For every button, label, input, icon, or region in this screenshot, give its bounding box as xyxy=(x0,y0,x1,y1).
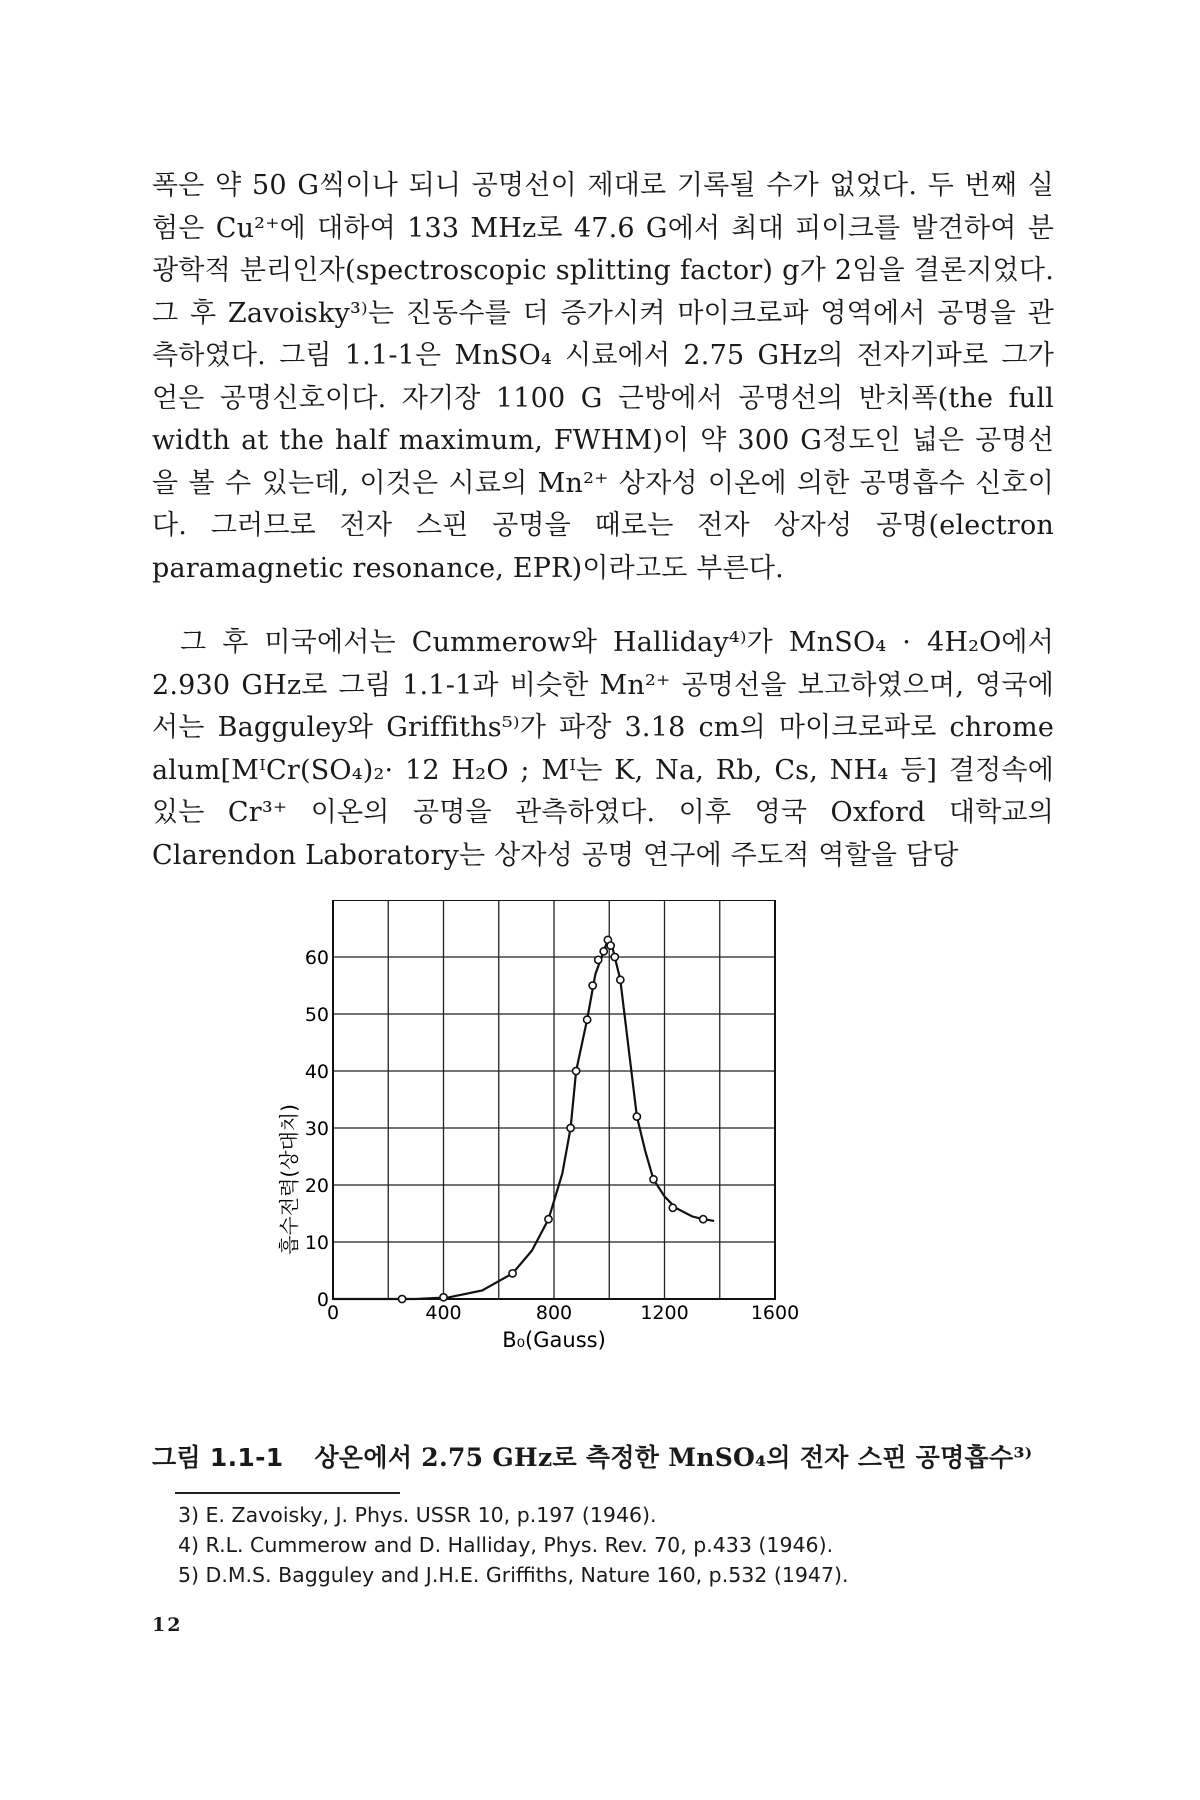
data-point xyxy=(545,1216,552,1223)
y-tick-labels xyxy=(305,947,329,1311)
data-point xyxy=(600,948,607,955)
y-tick-label: 20 xyxy=(304,1175,329,1197)
data-point xyxy=(567,1124,574,1131)
footnote-3: 3) E. Zavoisky, J. Phys. USSR 10, p.197 (1946). xyxy=(178,1503,657,1527)
footnote-divider xyxy=(175,1492,400,1494)
data-point xyxy=(589,982,596,989)
body-paragraph-1: 폭은 약 50 G씩이나 되니 공명선이 제대로 기록될 수가 없었다. 두 번째 실험은 Cu²⁺에 대하여 133 MHz로 47.6 G에서 최대 피이크를 발견하여 분광학적 분리인자(spectroscopic splitting factor) g가 2임을 결론지었다. 그 후 Zavoisky³⁾는 진동수를 더 증가시켜 마이크로파 영역에서 공명을 관측하였다. 그림 1.1-1은 MnSO₄ 시료에서 2.75 GHz의 전자기파로 그가 얻은 공명신호이다. 자기장 1100 G 근방에서 공명선의 반치폭(the full width at the half maximum, FWHM)이 약 300 G정도인 넓은 공명선을 볼 수 있는데, 이것은 시료의 Mn²⁺ 상자성 이온에 의한 공명흡수 신호이다. 그러므로 전자 스핀 공명을 때로는 전자 상자성 공명(electron paramagnetic resonance, EPR)이라고도 부른다. xyxy=(152,170,1054,584)
chart-grid xyxy=(333,900,775,1299)
x-tick-label: 1600 xyxy=(750,1302,800,1324)
x-tick-label: 1200 xyxy=(640,1302,689,1324)
y-tick-label: 50 xyxy=(304,1004,329,1026)
data-point xyxy=(573,1067,580,1074)
footnote-list xyxy=(178,1500,1058,1590)
data-point xyxy=(509,1270,516,1277)
y-tick-label: 10 xyxy=(304,1232,329,1254)
figure-caption-label: 그림 1.1-1 xyxy=(152,1443,284,1472)
x-tick-labels xyxy=(327,1302,799,1324)
data-point xyxy=(398,1295,405,1302)
data-point xyxy=(611,953,618,960)
x-tick-label: 0 xyxy=(326,1302,340,1324)
figure-caption-text: 상온에서 2.75 GHz로 측정한 MnSO₄의 전자 스핀 공명흡수³⁾ xyxy=(314,1443,1033,1472)
y-axis-label: 흡수전력(상대치) xyxy=(277,1104,301,1255)
y-tick-label: 60 xyxy=(304,947,329,969)
data-points xyxy=(398,936,706,1302)
body-paragraph-2: 그 후 미국에서는 Cummerow와 Halliday⁴⁾가 MnSO₄ · 4H₂O에서 2.930 GHz로 그림 1.1-1과 비슷한 Mn²⁺ 공명선을 보고하였으며, 영국에서는 Bagguley와 Griffiths⁵⁾가 파장 3.18 cm의 마이크로파로 chrome alum[MᴵCr(SO₄)₂· 12 H₂O ; Mᴵ는 K, Na, Rb, Cs, NH₄ 등] 결정속에 있는 Cr³⁺ 이온의 공명을 관측하였다. 이후 영국 Oxford 대학교의 Clarendon Laboratory는 상자성 공명 연구에 주도적 역할을 담당 xyxy=(152,627,1054,871)
data-point xyxy=(440,1294,447,1301)
data-point xyxy=(595,956,602,963)
x-tick-label: 800 xyxy=(535,1302,573,1324)
y-tick-label: 30 xyxy=(304,1118,329,1140)
figure-caption xyxy=(152,1438,1052,1474)
data-point xyxy=(617,976,624,983)
footnote-5: 5) D.M.S. Bagguley and J.H.E. Griffiths, Nature 160, p.532 (1947). xyxy=(178,1563,849,1587)
resonance-curve xyxy=(333,940,714,1299)
data-point xyxy=(700,1216,707,1223)
y-tick-label: 0 xyxy=(316,1289,329,1311)
data-point xyxy=(669,1204,676,1211)
resonance-chart xyxy=(270,900,930,1430)
data-point xyxy=(584,1016,591,1023)
data-point xyxy=(607,942,614,949)
footnote-4: 4) R.L. Cummerow and D. Halliday, Phys. Rev. 70, p.433 (1946). xyxy=(178,1533,834,1557)
x-tick-label: 400 xyxy=(425,1302,462,1324)
y-tick-label: 40 xyxy=(304,1061,329,1083)
data-point xyxy=(650,1176,657,1183)
data-point xyxy=(633,1113,640,1120)
page-number: 12 xyxy=(152,1614,183,1636)
x-axis-label: B₀(Gauss) xyxy=(502,1328,606,1352)
